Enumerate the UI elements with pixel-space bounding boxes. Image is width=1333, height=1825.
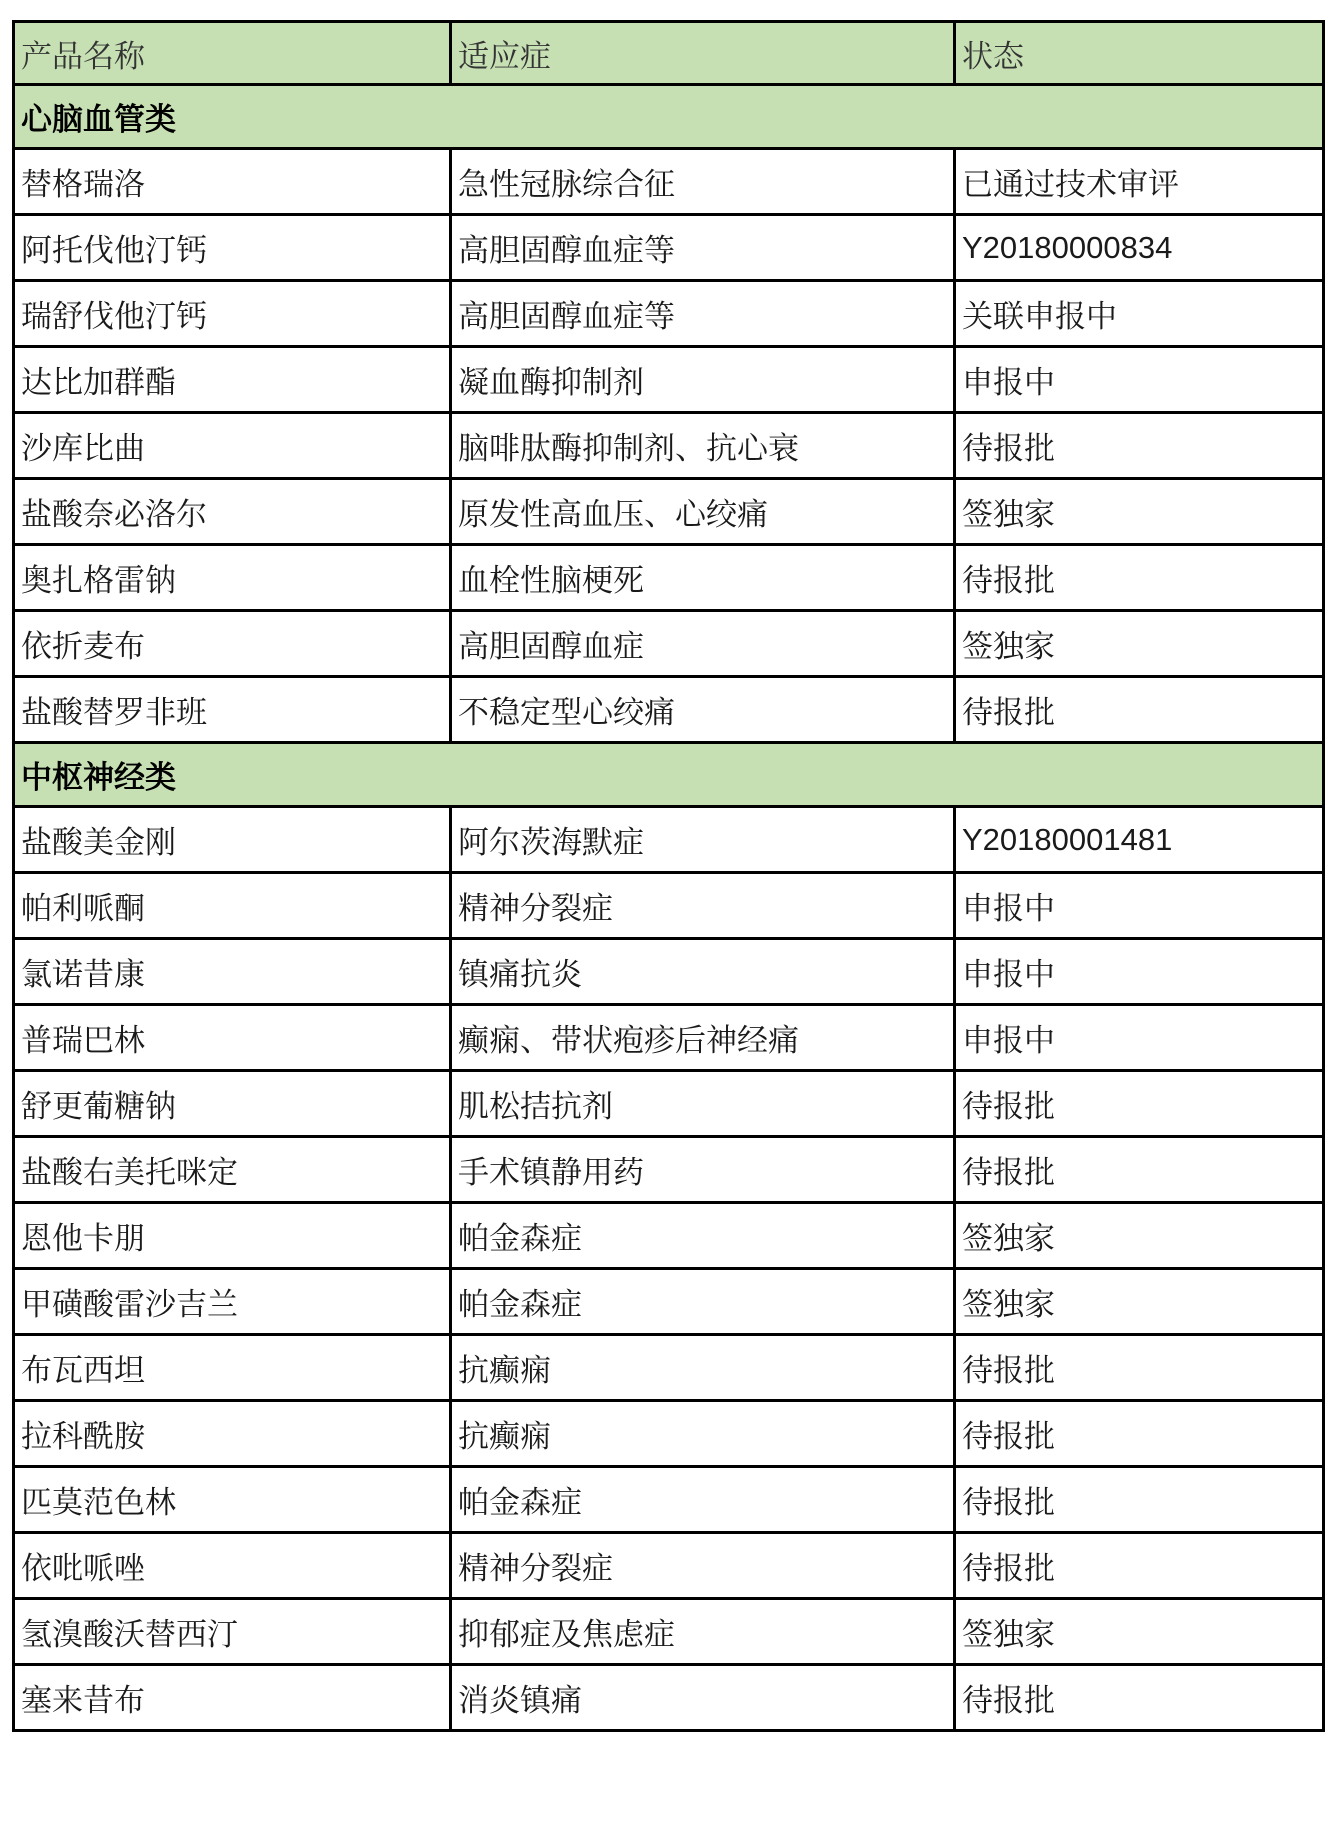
- table-row: [14, 215, 1324, 281]
- product-name-cell: 瑞舒伐他汀钙: [14, 281, 451, 347]
- indication-cell: 帕金森症: [451, 1269, 955, 1335]
- table-row: [14, 1203, 1324, 1269]
- table-row: [14, 479, 1324, 545]
- table-row: [14, 413, 1324, 479]
- indication-cell: 高胆固醇血症等: [451, 281, 955, 347]
- table-row: [14, 347, 1324, 413]
- indication-cell: 原发性高血压、心绞痛: [451, 479, 955, 545]
- product-name-cell: 拉科酰胺: [14, 1401, 451, 1467]
- status-cell: 待报批: [955, 413, 1324, 479]
- table-row: [14, 1533, 1324, 1599]
- status-cell: 待报批: [955, 1533, 1324, 1599]
- indication-cell: 精神分裂症: [451, 873, 955, 939]
- table-row: [14, 1005, 1324, 1071]
- status-cell: 待报批: [955, 545, 1324, 611]
- product-name-cell: 匹莫范色林: [14, 1467, 451, 1533]
- status-cell: Y20180001481: [955, 807, 1324, 873]
- table-row: [14, 1071, 1324, 1137]
- product-name-cell: 盐酸替罗非班: [14, 677, 451, 743]
- product-name-cell: 奥扎格雷钠: [14, 545, 451, 611]
- indication-cell: 精神分裂症: [451, 1533, 955, 1599]
- product-name-cell: 氢溴酸沃替西汀: [14, 1599, 451, 1665]
- status-cell: 待报批: [955, 1335, 1324, 1401]
- status-cell: 申报中: [955, 347, 1324, 413]
- product-table: [12, 20, 1325, 1732]
- status-cell: 申报中: [955, 939, 1324, 1005]
- product-name-cell: 帕利哌酮: [14, 873, 451, 939]
- category-row: [14, 743, 1324, 807]
- table-row: [14, 149, 1324, 215]
- product-name-cell: 依折麦布: [14, 611, 451, 677]
- indication-cell: 高胆固醇血症等: [451, 215, 955, 281]
- table-row: [14, 1401, 1324, 1467]
- status-cell: 申报中: [955, 1005, 1324, 1071]
- indication-cell: 高胆固醇血症: [451, 611, 955, 677]
- indication-cell: 肌松拮抗剂: [451, 1071, 955, 1137]
- status-cell: 关联申报中: [955, 281, 1324, 347]
- table-row: [14, 1467, 1324, 1533]
- header-row: [14, 22, 1324, 85]
- table-row: [14, 1599, 1324, 1665]
- status-cell: 申报中: [955, 873, 1324, 939]
- table-row: [14, 807, 1324, 873]
- table-row: [14, 873, 1324, 939]
- product-name-cell: 塞来昔布: [14, 1665, 451, 1731]
- status-cell: 签独家: [955, 1269, 1324, 1335]
- table-row: [14, 1137, 1324, 1203]
- product-name-cell: 盐酸奈必洛尔: [14, 479, 451, 545]
- status-cell: 已通过技术审评: [955, 149, 1324, 215]
- product-name-cell: 沙库比曲: [14, 413, 451, 479]
- header-status: 状态: [955, 22, 1324, 85]
- indication-cell: 脑啡肽酶抑制剂、抗心衰: [451, 413, 955, 479]
- indication-cell: 抑郁症及焦虑症: [451, 1599, 955, 1665]
- status-cell: 签独家: [955, 611, 1324, 677]
- status-cell: 待报批: [955, 1071, 1324, 1137]
- status-cell: 待报批: [955, 1467, 1324, 1533]
- indication-cell: 阿尔茨海默症: [451, 807, 955, 873]
- table-row: [14, 677, 1324, 743]
- indication-cell: 帕金森症: [451, 1203, 955, 1269]
- product-name-cell: 氯诺昔康: [14, 939, 451, 1005]
- status-cell: 待报批: [955, 677, 1324, 743]
- indication-cell: 消炎镇痛: [451, 1665, 955, 1731]
- product-name-cell: 盐酸美金刚: [14, 807, 451, 873]
- product-name-cell: 替格瑞洛: [14, 149, 451, 215]
- status-cell: 签独家: [955, 1599, 1324, 1665]
- indication-cell: 镇痛抗炎: [451, 939, 955, 1005]
- indication-cell: 不稳定型心绞痛: [451, 677, 955, 743]
- product-name-cell: 舒更葡糖钠: [14, 1071, 451, 1137]
- indication-cell: 手术镇静用药: [451, 1137, 955, 1203]
- product-name-cell: 依吡哌唑: [14, 1533, 451, 1599]
- product-name-cell: 恩他卡朋: [14, 1203, 451, 1269]
- table-row: [14, 1335, 1324, 1401]
- status-cell: 待报批: [955, 1401, 1324, 1467]
- table-row: [14, 1665, 1324, 1731]
- header-indication: 适应症: [451, 22, 955, 85]
- product-name-cell: 盐酸右美托咪定: [14, 1137, 451, 1203]
- table-row: [14, 939, 1324, 1005]
- product-name-cell: 甲磺酸雷沙吉兰: [14, 1269, 451, 1335]
- product-name-cell: 达比加群酯: [14, 347, 451, 413]
- indication-cell: 抗癫痫: [451, 1335, 955, 1401]
- indication-cell: 凝血酶抑制剂: [451, 347, 955, 413]
- indication-cell: 帕金森症: [451, 1467, 955, 1533]
- table-row: [14, 545, 1324, 611]
- status-cell: 签独家: [955, 479, 1324, 545]
- indication-cell: 抗癫痫: [451, 1401, 955, 1467]
- category-title: 心脑血管类: [14, 85, 1324, 149]
- table-row: [14, 1269, 1324, 1335]
- status-cell: 待报批: [955, 1137, 1324, 1203]
- category-title: 中枢神经类: [14, 743, 1324, 807]
- indication-cell: 急性冠脉综合征: [451, 149, 955, 215]
- product-name-cell: 普瑞巴林: [14, 1005, 451, 1071]
- table-row: [14, 281, 1324, 347]
- indication-cell: 癫痫、带状疱疹后神经痛: [451, 1005, 955, 1071]
- table-row: [14, 611, 1324, 677]
- product-name-cell: 布瓦西坦: [14, 1335, 451, 1401]
- status-cell: 签独家: [955, 1203, 1324, 1269]
- header-product-name: 产品名称: [14, 22, 451, 85]
- status-cell: 待报批: [955, 1665, 1324, 1731]
- indication-cell: 血栓性脑梗死: [451, 545, 955, 611]
- status-cell: Y20180000834: [955, 215, 1324, 281]
- category-row: [14, 85, 1324, 149]
- product-name-cell: 阿托伐他汀钙: [14, 215, 451, 281]
